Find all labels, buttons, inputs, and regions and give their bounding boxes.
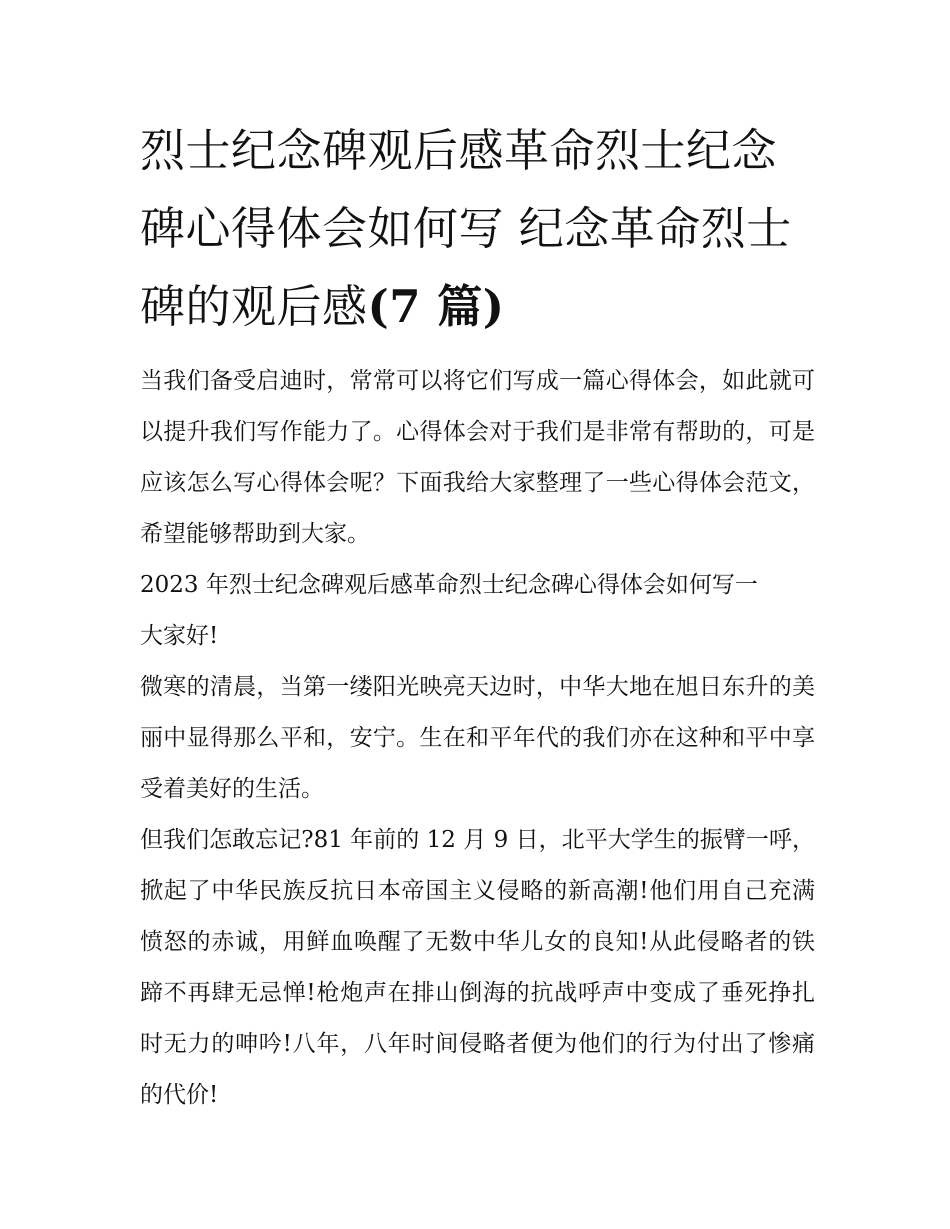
document-title bbox=[140, 112, 815, 346]
document-title-main: 烈士纪念碑观后感革命烈士纪念碑心得体会如何写 纪念革命烈士碑的观后感 bbox=[140, 124, 792, 333]
document-title-suffix: (7 篇) bbox=[367, 280, 505, 333]
body-paragraph-history: 但我们怎敢忘记?81 年前的 12 月 9 日，北平大学生的振臂一呼，掀起了中华民族反抗日本帝国主义侵略的新高潮!他们用自己充满愤怒的赤诚，用鲜血唤醒了无数中华儿女的良知!从此侵略者的铁蹄不再肆无忌惮!枪炮声在排山倒海的抗战呼声中变成了垂死挣扎时无力的呻吟!八年，八年时间侵略者便为他们的行为付出了惨痛的代价! bbox=[140, 827, 815, 1108]
section-heading: 2023 年烈士纪念碑观后感革命烈士纪念碑心得体会如何写一 bbox=[140, 572, 758, 598]
body-paragraph-morning: 微寒的清晨，当第一缕阳光映亮天边时，中华大地在旭日东升的美丽中显得那么平和，安宁。生在和平年代的我们亦在这种和平中享受着美好的生活。 bbox=[140, 674, 815, 802]
greeting-paragraph: 大家好! bbox=[140, 623, 219, 649]
intro-paragraph: 当我们备受启迪时，常常可以将它们写成一篇心得体会，如此就可以提升我们写作能力了。心得体会对于我们是非常有帮助的，可是应该怎么写心得体会呢？下面我给大家整理了一些心得体会范文，希望能够帮助到大家。 bbox=[140, 368, 815, 547]
document-page bbox=[140, 112, 815, 1121]
